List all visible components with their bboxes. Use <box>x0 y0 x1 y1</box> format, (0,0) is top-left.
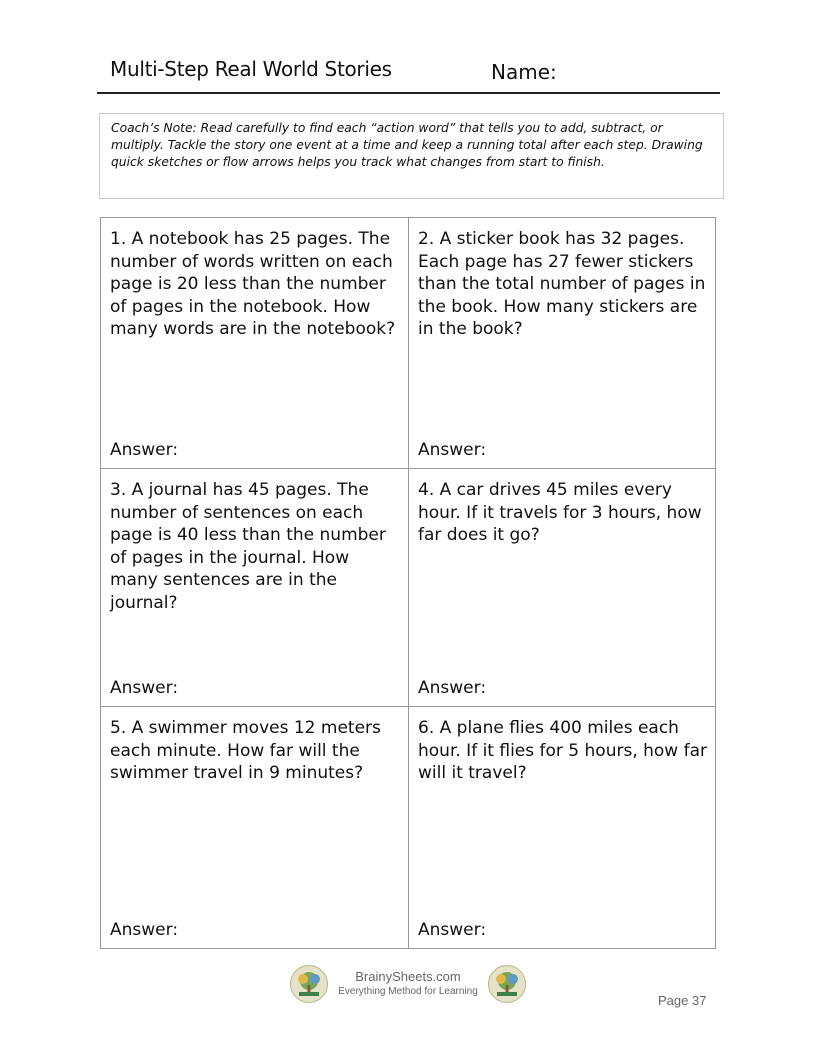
problem-5-answer-label: Answer: <box>110 920 179 940</box>
worksheet-header <box>97 52 720 94</box>
problem-5 <box>101 707 408 948</box>
problem-4-answer-label: Answer: <box>418 678 487 698</box>
problem-1 <box>101 218 408 468</box>
problem-3 <box>101 469 408 706</box>
problem-3-text: 3. A journal has 45 pages. The number of sentences on each page is 40 less than the number of pages in the journal. How many sentences are in the journal? <box>110 480 386 613</box>
problem-5-text: 5. A swimmer moves 12 meters each minute. How far will the swimmer travel in 9 minutes? <box>110 718 381 783</box>
coach-note: Coach’s Note: Read carefully to find each “action word” that tells you to add, subtract, or multiply. Tackle the story one event at a time and keep a running total after each step. Drawing quick sketches or flow arrows helps you track what changes from start to finish. <box>99 113 724 199</box>
footer-branding <box>290 965 526 1003</box>
problem-3-answer-label: Answer: <box>110 678 179 698</box>
site-tagline: Everything Method for Learning <box>338 986 478 997</box>
problem-1-answer-label: Answer: <box>110 440 179 460</box>
problem-2-answer-label: Answer: <box>418 440 487 460</box>
worksheet-title: Multi-Step Real World Stories <box>110 57 392 81</box>
problem-2 <box>409 218 717 468</box>
problem-6-text: 6. A plane flies 400 miles each hour. If it flies for 5 hours, how far will it travel? <box>418 718 708 783</box>
problem-1-text: 1. A notebook has 25 pages. The number of words written on each page is 20 less than the number of pages in the notebook. How many words are in the notebook? <box>110 229 396 339</box>
problem-6-answer-label: Answer: <box>418 920 487 940</box>
name-label: Name: <box>491 60 557 84</box>
site-name: BrainySheets.com <box>355 969 461 984</box>
problem-grid <box>100 217 716 949</box>
problem-4 <box>409 469 717 706</box>
tree-logo-icon <box>488 965 526 1003</box>
problem-6 <box>409 707 717 948</box>
problem-4-text: 4. A car drives 45 miles every hour. If it travels for 3 hours, how far does it go? <box>418 480 702 545</box>
page-number: Page 37 <box>658 993 707 1008</box>
problem-2-text: 2. A sticker book has 32 pages. Each page has 27 fewer stickers than the total number of pages in the book. How many stickers are in the book? <box>418 229 706 339</box>
